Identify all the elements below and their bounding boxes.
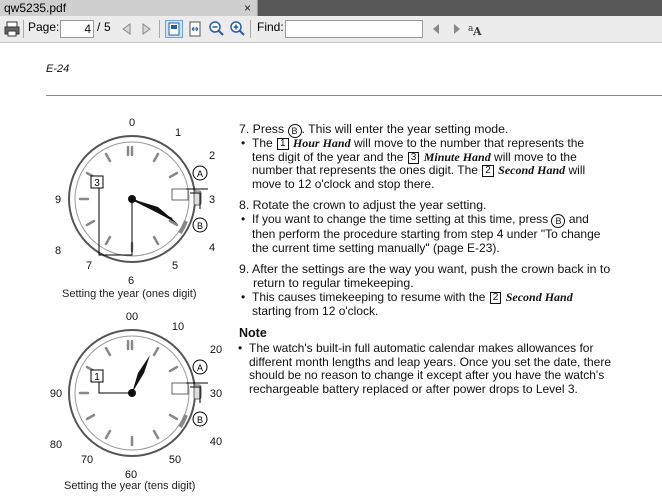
step-7-bullet: • The 1 Hour Hand will move to the number that represents the tens digit of the year and the 3 Minute Hand will move to the number that represents the ones digit. The 2 Second Hand will move to 12 o'clock and stop there. (252, 137, 652, 191)
svg-text:a: a (468, 24, 474, 34)
page-separator: / (97, 20, 101, 34)
find-input[interactable] (285, 20, 423, 38)
watch-diagram-ones (40, 111, 230, 291)
figure-caption: Setting the year (ones digit) (62, 288, 197, 300)
dial-number: 00 (125, 311, 139, 323)
dial-number: 2 (208, 150, 216, 162)
note-heading: Note (239, 326, 267, 340)
toolbar-separator (23, 20, 24, 38)
dial-number: 70 (80, 454, 94, 466)
dial-number: 10 (171, 321, 185, 333)
watch-diagram-tens (40, 311, 230, 486)
find-label: Find: (257, 20, 284, 34)
fit-width-icon[interactable] (186, 20, 204, 38)
page-number-input[interactable]: 4 (60, 20, 94, 38)
hand-label: 1 (94, 372, 100, 383)
toolbar-separator (159, 20, 160, 38)
dial-number: 60 (124, 469, 138, 481)
previous-page-icon[interactable] (118, 20, 136, 38)
crown-b-label: B (196, 221, 204, 231)
dial-number: 3 (208, 194, 216, 206)
dial-number: 6 (127, 275, 135, 287)
dial-number: 0 (128, 117, 136, 129)
dial-number: 4 (208, 242, 216, 254)
crown-a-label: A (196, 169, 204, 179)
tab-bar (0, 0, 662, 16)
svg-text:A: A (473, 25, 482, 38)
find-previous-icon[interactable] (428, 20, 446, 38)
find-next-icon[interactable] (447, 20, 465, 38)
page-number-label: E-24 (46, 63, 70, 75)
pdf-page (0, 43, 662, 499)
print-icon[interactable] (3, 20, 21, 38)
step-9-heading: 9. After the settings are the way you want, push the crown back in to return to regular timekeeping. (239, 262, 611, 290)
date-window (172, 189, 188, 200)
dial-number: 7 (85, 260, 93, 272)
date-window (172, 383, 188, 394)
dial-number: 80 (49, 439, 63, 451)
toolbar (0, 16, 662, 43)
dial-number: 5 (171, 260, 179, 272)
total-pages: 5 (104, 20, 111, 34)
fit-page-icon[interactable] (165, 20, 183, 38)
page-label: Page: (28, 20, 60, 34)
step-7-heading: 7. Press B . This will enter the year setting mode. (239, 122, 509, 136)
crown-b-label: B (196, 415, 204, 425)
match-case-icon[interactable] (466, 20, 484, 38)
hand-label: 3 (94, 178, 100, 189)
zoom-in-icon[interactable] (228, 20, 246, 38)
dial-number: 50 (168, 454, 182, 466)
step-9-bullet: • This causes timekeeping to resume with the 2 Second Hand starting from 12 o'clock. (252, 291, 652, 318)
next-page-icon[interactable] (137, 20, 155, 38)
header-rule (46, 95, 662, 96)
button-b-glyph: B (288, 124, 302, 138)
note-bullet: • The watch's built-in full automatic calendar makes allowances for different month lengths and leap years. Once you set the date, there should be no reason to change it except after you have the watch's rechargeable battery replaced or after power drops to Level 3. (249, 342, 649, 396)
document-tab[interactable] (0, 0, 258, 16)
step-8-bullet: • If you want to change the time setting at this time, press B and then perform the procedure starting from step 4 under "To change the current time setting manually" (page E-23). (252, 213, 652, 255)
dial-number: 30 (209, 388, 223, 400)
figure-caption: Setting the year (tens digit) (64, 480, 196, 492)
crown-a-label: A (196, 363, 204, 373)
tab-title: qw5235.pdf (4, 1, 67, 15)
dial-number: 20 (209, 344, 223, 356)
dial-number: 9 (54, 194, 62, 206)
dial-number: 40 (209, 436, 223, 448)
dial-number: 90 (49, 388, 63, 400)
toolbar-separator (250, 20, 251, 38)
dial-number: 8 (54, 245, 62, 257)
zoom-out-icon[interactable] (207, 20, 225, 38)
dial-number: 1 (174, 127, 182, 139)
step-8-heading: 8. Rotate the crown to adjust the year setting. (239, 198, 487, 212)
close-tab-icon[interactable]: × (244, 1, 252, 15)
